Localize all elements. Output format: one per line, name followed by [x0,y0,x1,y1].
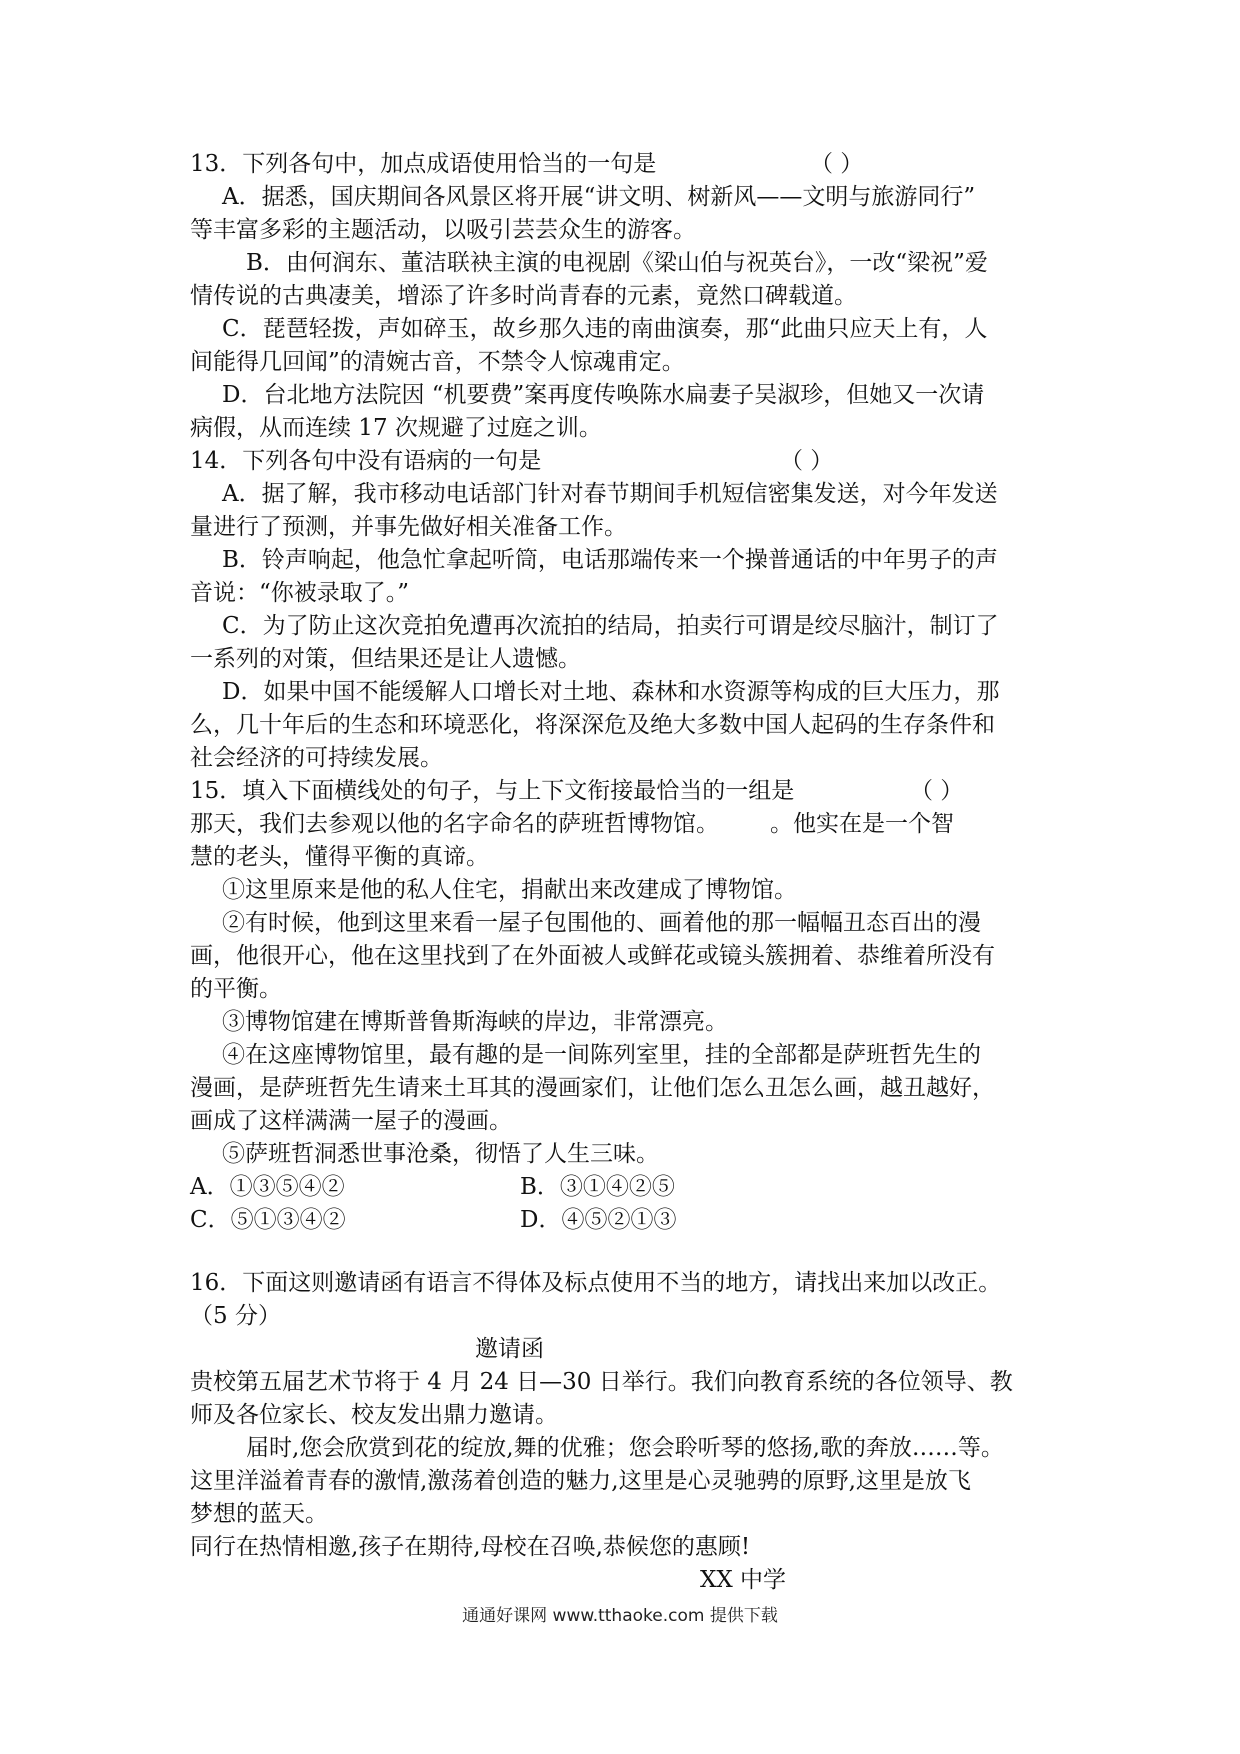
q14-option-b-line2: 音说：“你被录取了。” [190,580,410,606]
q15-sentence-1: ①这里原来是他的私人住宅，捐献出来改建成了博物馆。 [222,877,797,903]
q15-choice-a: A．①③⑤④② [190,1174,345,1200]
q14-option-a-line2: 量进行了预测，并事先做好相关准备工作。 [190,514,627,540]
q14-option-a-line1: A．据了解，我市移动电话部门针对春节期间手机短信密集发送，对今年发送 [222,481,998,507]
q15-sentence-2-line3: 的平衡。 [190,976,282,1002]
q15-sentence-5: ⑤萨班哲洞悉世事沧桑，彻悟了人生三味。 [222,1141,659,1167]
exam-content [190,148,1060,1597]
q13-option-b-line2: 情传说的古典凄美，增添了许多时尚青春的元素，竟然口碑载道。 [190,283,857,309]
question-13-answer-paren: （ ） [810,151,864,177]
q15-sentence-4-line1: ④在这座博物馆里，最有趣的是一间陈列室里，挂的全部都是萨班哲先生的 [222,1042,981,1068]
q13-option-a-line2: 等丰富多彩的主题活动，以吸引芸芸众生的游客。 [190,217,696,243]
q15-sentence-4-line2: 漫画，是萨班哲先生请来土耳其的漫画家们，让他们怎么丑怎么画，越丑越好， [190,1075,995,1101]
letter-body-line2: 师及各位家长、校友发出鼎力邀请。 [190,1402,558,1428]
question-14-stem [190,445,1060,478]
q15-passage-line2: 慧的老头，懂得平衡的真谛。 [190,844,489,870]
letter-body-line5: 梦想的蓝天。 [190,1501,328,1527]
q14-option-d-line2: 么，几十年后的生态和环境恶化，将深深危及绝大多数中国人起码的生存条件和 [190,712,995,738]
page-footer: 通通好课网 www.tthaoke.com 提供下载 [462,1606,778,1626]
q14-option-d-line1: D．如果中国不能缓解人口增长对土地、森林和水资源等构成的巨大压力，那 [222,679,1000,705]
q15-sentence-4-line3: 画成了这样满满一屋子的漫画。 [190,1108,512,1134]
spacer [190,1237,1060,1267]
question-16-score: （5 分） [190,1303,281,1329]
question-15-answer-paren: （ ） [910,778,964,804]
question-13-text: 13．下列各句中，加点成语使用恰当的一句是 [190,151,657,177]
q15-passage-line1-end: 。他实在是一个智 [770,811,954,837]
question-14-text: 14．下列各句中没有语病的一句是 [190,448,542,474]
letter-body-line3: 届时,您会欣赏到花的绽放,舞的优雅；您会聆听琴的悠扬,歌的奔放……等。 [246,1435,1004,1461]
question-14-answer-paren: （ ） [780,448,834,474]
letter-body-line4: 这里洋溢着青春的激情,激荡着创造的魅力,这里是心灵驰骋的原野,这里是放飞 [190,1468,971,1494]
q15-passage-line1-start: 那天，我们去参观以他的名字命名的萨班哲博物馆。 [190,811,719,837]
q14-option-b-line1: B．铃声响起，他急忙拿起听筒，电话那端传来一个操普通话的中年男子的声 [222,547,998,573]
question-16-stem: 16．下面这则邀请函有语言不得体及标点使用不当的地方，请找出来加以改正。 [190,1270,1002,1296]
q14-option-c-line2: 一系列的对策，但结果还是让人遗憾。 [190,646,581,672]
question-15-text: 15．填入下面横线处的句子，与上下文衔接最恰当的一组是 [190,778,795,804]
q15-choice-c: C．⑤①③④② [190,1207,346,1233]
question-13-stem [190,148,1060,181]
q13-option-d-line1: D．台北地方法院因 “机要费”案再度传唤陈水扁妻子吴淑珍，但她又一次请 [222,382,985,408]
q15-sentence-3: ③博物馆建在博斯普鲁斯海峡的岸边，非常漂亮。 [222,1009,728,1035]
q14-option-c-line1: C．为了防止这次竞拍免遭再次流拍的结局，拍卖行可谓是绞尽脑汁，制订了 [222,613,999,639]
q14-option-d-line3: 社会经济的可持续发展。 [190,745,443,771]
q15-choice-d: D．④⑤②①③ [520,1207,677,1233]
question-15-stem [190,775,1060,808]
letter-body-line6: 同行在热情相邀,孩子在期待,母校在召唤,恭候您的惠顾! [190,1534,751,1560]
q13-option-c-line1: C．琵琶轻拨，声如碎玉，故乡那久违的南曲演奏，那“此曲只应天上有，人 [222,316,988,342]
letter-title: 邀请函 [475,1336,544,1362]
q13-option-b-line1: B．由何润东、董洁联袂主演的电视剧《梁山伯与祝英台》，一改“梁祝”爱 [246,250,988,276]
q15-passage-line1 [190,808,1060,841]
letter-signature: XX 中学 [700,1567,787,1593]
q15-sentence-2-line2: 画，他很开心，他在这里找到了在外面被人或鲜花或镜头簇拥着、恭维着所没有 [190,943,995,969]
letter-body-line1: 贵校第五届艺术节将于 4 月 24 日—30 日举行。我们向教育系统的各位领导、教 [190,1369,1013,1395]
q13-option-d-line2: 病假，从而连续 17 次规避了过庭之训。 [190,415,602,441]
q13-option-c-line2: 间能得几回闻”的清婉古音，不禁令人惊魂甫定。 [190,349,685,375]
q15-choice-b: B．③①④②⑤ [520,1174,675,1200]
q13-option-a-line1: A．据悉，国庆期间各风景区将开展“讲文明、树新风——文明与旅游同行” [222,184,976,210]
q15-sentence-2-line1: ②有时候，他到这里来看一屋子包围他的、画着他的那一幅幅丑态百出的漫 [222,910,981,936]
q15-choices [190,1171,1060,1237]
